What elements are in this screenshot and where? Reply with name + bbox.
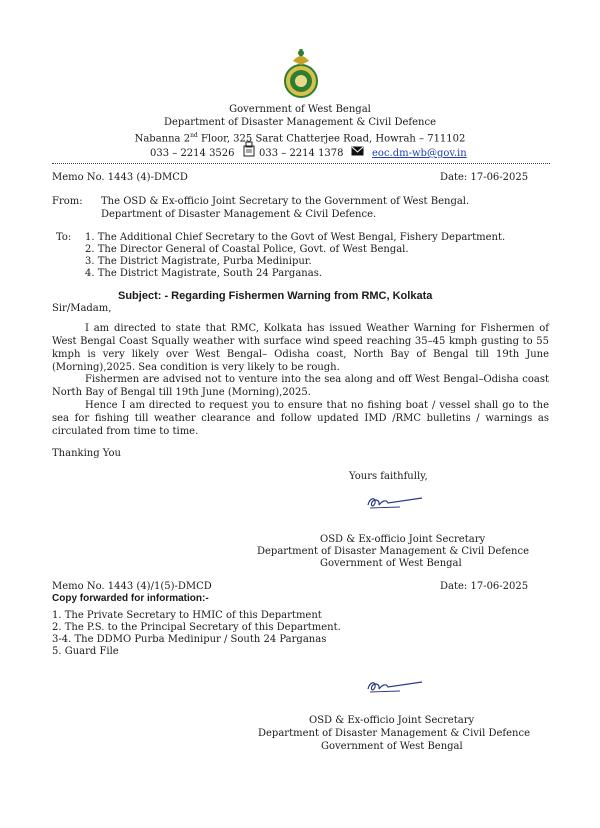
to-item: 2. The Director General of Coastal Police, Govt. of West Bengal. — [85, 244, 409, 255]
copy-date: Date: 17-06-2025 — [440, 581, 529, 592]
signature-image — [360, 677, 430, 695]
letterhead-dept: Department of Disaster Management & Civil Defence — [163, 117, 436, 128]
header-divider — [52, 163, 550, 164]
to-item: 4. The District Magistrate, South 24 Parganas. — [85, 268, 323, 279]
copy-item: 1. The Private Secretary to HMIC of this Department — [52, 610, 322, 621]
copy-heading: Copy forwarded for information:- — [52, 593, 209, 604]
letterhead-org: Government of West Bengal — [229, 104, 371, 115]
memo-number: Memo No. 1443 (4)-DMCD — [52, 172, 188, 183]
state-emblem-logo — [283, 47, 319, 101]
copy-item: 5. Guard File — [52, 646, 119, 657]
signature-dept-2: Department of Disaster Management & Civil Defence — [258, 728, 531, 739]
signature-govt: Government of West Bengal — [320, 558, 462, 569]
from-line2: Department of Disaster Management & Civil Defence. — [101, 209, 377, 220]
mail-icon — [351, 146, 364, 156]
signature-dept: Department of Disaster Management & Civil Defence — [257, 546, 530, 557]
signature-title: OSD & Ex-officio Joint Secretary — [320, 534, 486, 545]
address-start: Nabanna 2 — [134, 133, 191, 145]
body-paragraph-1: I am directed to state that RMC, Kolkata has issued Weather Warning for Fishermen of West Bengal Coast Squally weather with surface wind speed reaching 35–45 kmph gusting to 55 kmph is very likely over West Bengal– Odisha coast, North Bay of Bengal till 19th June (Morning),2025. Sea condition is very likely to be rough. — [52, 323, 549, 373]
yours-faithfully: Yours faithfully, — [349, 471, 428, 482]
email-link[interactable]: eoc.dm-wb@gov.in — [372, 148, 467, 159]
memo-date: Date: 17-06-2025 — [440, 172, 529, 183]
phone-number: 033 – 2214 3526 — [150, 148, 235, 159]
body-paragraph-2: Fishermen are advised not to venture into the sea along and off West Bengal–Odisha coast North Bay of Bengal till 19th June (Morning),2025. — [52, 374, 549, 398]
copy-memo-number: Memo No. 1443 (4)/1(5)-DMCD — [52, 581, 212, 592]
thanking-you: Thanking You — [52, 448, 121, 459]
from-label: From: — [52, 196, 83, 207]
from-line1: The OSD & Ex-officio Joint Secretary to the Government of West Bengal. — [101, 196, 470, 207]
address-sup: nd — [190, 132, 198, 139]
copy-item: 3-4. The DDMO Purba Medinipur / South 24 Parganas — [52, 634, 327, 645]
letterhead-address — [0, 129, 600, 145]
to-item: 1. The Additional Chief Secretary to the Govt of West Bengal, Fishery Department. — [85, 232, 506, 243]
to-label: To: — [56, 232, 72, 243]
copy-item: 2. The P.S. to the Principal Secretary of this Department. — [52, 622, 341, 633]
body-paragraph-3: Hence I am directed to request you to ensure that no fishing boat / vessel shall go to the sea for fishing till weather clearance and follow updated IMD /RMC bulletins / warnings as circulated from time to time. — [52, 400, 549, 437]
signature-govt-2: Government of West Bengal — [321, 741, 463, 752]
subject-line: Subject: - Regarding Fishermen Warning from RMC, Kolkata — [118, 290, 433, 302]
address-end: Floor, 325 Sarat Chatterjee Road, Howrah – 711102 — [197, 133, 466, 145]
fax-number: 033 – 2214 1378 — [259, 148, 344, 159]
to-item: 3. The District Magistrate, Purba Medinipur. — [85, 256, 312, 267]
signature-image — [360, 493, 430, 511]
signature-title-2: OSD & Ex-officio Joint Secretary — [309, 715, 475, 726]
salutation: Sir/Madam, — [52, 303, 112, 314]
fax-icon — [243, 141, 255, 157]
